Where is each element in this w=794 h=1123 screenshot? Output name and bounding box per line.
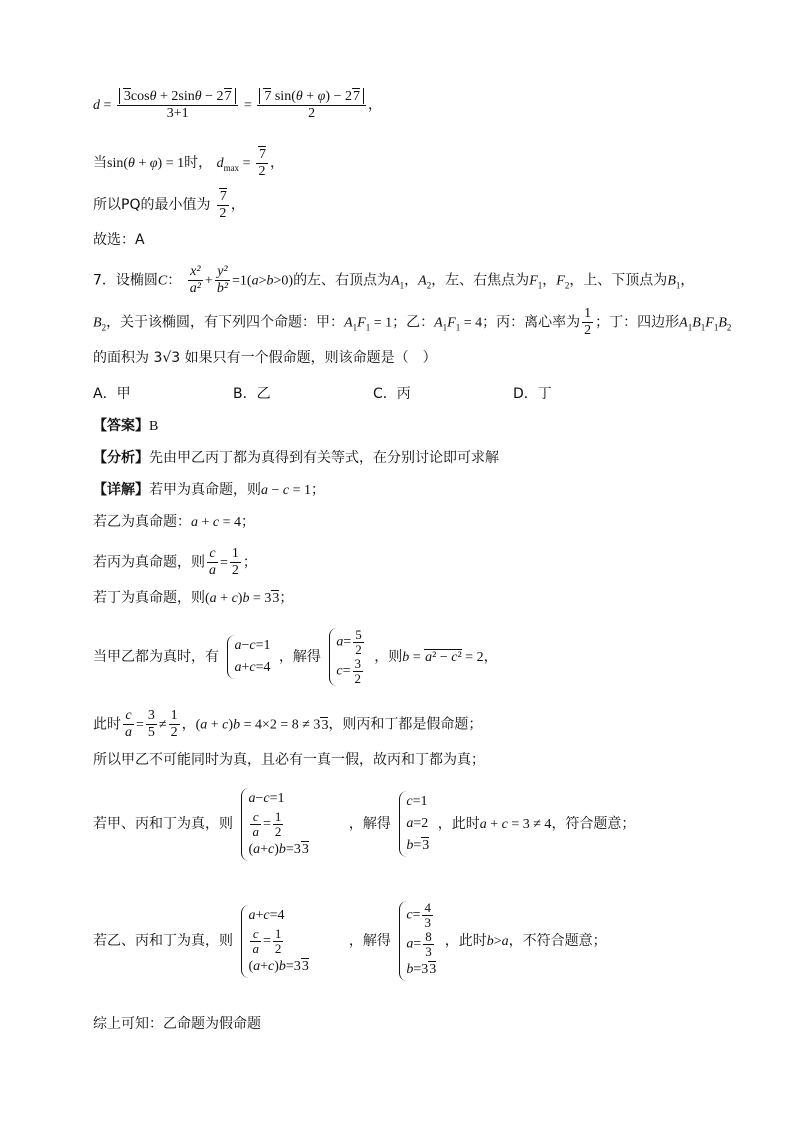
then-text: 此时: [93, 716, 121, 733]
case-1-line: 当甲乙都为真时，有 a−c=1 a+c=4 ，解得 a= $\frac{5}{2}$ c= $\frac{3}{2}$ ，则b = a² − c² = 2，: [93, 627, 498, 686]
case1-text-c: ，则: [374, 649, 403, 665]
answer-line: [93, 416, 158, 437]
case2-text-c: ，此时: [437, 816, 480, 832]
choose-line: 故选：A: [93, 232, 145, 248]
summary-line: 综上可知：乙命题为假命题: [93, 1016, 261, 1032]
analysis-text: 先由甲乙丙丁都为真得到有关等式，在分别讨论即可求解: [149, 450, 499, 466]
option-c[interactable]: C．丙: [373, 386, 411, 402]
case3-text-b: ，解得: [348, 933, 391, 949]
options-row: [93, 384, 653, 404]
conclusion-text: 所以PQ的最小值为: [93, 197, 211, 213]
case1-text-a: 当甲乙都为真时，有: [93, 649, 219, 665]
distance-formula: d = $\frac{3\cos\theta + 2\sin\theta - 27}{3+1}$ = $\frac{7 \sin(\theta + \varphi) - 27}{2}$ ，: [93, 89, 382, 121]
bing-text: 若丙为真命题，则: [93, 554, 205, 571]
case3-text-a: 若乙、丙和丁为真，则: [93, 933, 233, 949]
q7-text-h: ；丁：四边形: [595, 314, 680, 331]
question-7-line-1: 7．设椭圆C： $\frac{\text{x²}}{\text{a²}}$ + $\frac{\text{y²}}{\text{b²}}$ =1(a>b>0)的左、右顶点为$A_1$，$A_2$，左、右焦点为$F_1$，$F_2$，上、下顶点为$B_1$，: [93, 264, 695, 296]
q7-text-c: ，左、右焦点为: [431, 272, 530, 289]
max-condition-line: 当sin(θ + φ) = 1时， $d_{max}$ = $\frac{7}{2}$ ，: [93, 147, 284, 179]
ding-line: 若丁为真命题，则(a + c)b = 33；: [93, 590, 294, 606]
so-line: 所以甲乙不可能同时为真，且必有一真一假，故丙和丁都为真；: [93, 752, 485, 768]
case2-text-d: ，符合题意；: [551, 816, 636, 832]
question-7-line-3: 的面积为 3√3 如果只有一个假命题，则该命题是（ ）: [93, 350, 437, 366]
option-a[interactable]: A．甲: [93, 386, 131, 402]
ding-text: 若丁为真命题，则: [93, 590, 205, 606]
q7-text-e: ，关于该椭圆，有下列四个命题：甲：: [106, 314, 345, 331]
q7-text-g: ；丙：离心率为: [482, 314, 581, 331]
then-line: 此时 $\frac{c}{a}$ = $\frac{3}{5}$ ≠ $\frac{1}{2}$ ，(a + c)b = 4×2 = 8 ≠ 33，则丙和丁都是假命题；: [93, 708, 483, 740]
detail-line: 【详解】若甲为真命题，则a − c = 1；: [93, 482, 326, 498]
case-3-line: 若乙、丙和丁为真，则 a+c=4 $\frac{c}{a}$ = $\frac{1}{2}$ (a+c)b=33 ，解得 c= $\frac{4}{3}$ a= $\frac{8}{3}$ b=33 ，此时b>a，不符合题意；: [93, 896, 607, 987]
question-7-line-2: $B_2$，关于该椭圆，有下列四个命题：甲：$A_1F_1 = 1$；乙：$A_1F_1 = 4$；丙：离心率为 $\frac{1}{2}$ ；丁：四边形$A_1B_1F_1B_2$: [93, 306, 732, 338]
answer-value: B: [149, 419, 159, 434]
analysis-line: [93, 448, 499, 468]
case-2-line: 若甲、丙和丁为真，则 a−c=1 $\frac{c}{a}$ = $\frac{1}{2}$ (a+c)b=33 ，解得 c=1 a=2 b=3 ，此时a + c = 3 ≠ 4，符合题意；: [93, 784, 635, 865]
answer-tag: 【答案】: [93, 418, 149, 434]
case1-text-b: ，解得: [278, 649, 321, 665]
bing-line: 若丙为真命题，则 $\frac{c}{a}$ = $\frac{1}{2}$ ；: [93, 546, 257, 578]
q7-text-b: 的左、右顶点为: [293, 272, 392, 289]
case2-text-b: ，解得: [348, 816, 391, 832]
yi-text: 若乙为真命题：: [93, 514, 191, 530]
analysis-tag: 【分析】: [93, 450, 149, 466]
q7-text-f: ；乙：: [392, 314, 435, 331]
case3-text-d: ，不符合题意；: [508, 933, 607, 949]
q7-text-a: 7．设椭圆: [93, 272, 158, 289]
detail-tag: 【详解】: [93, 482, 149, 498]
case3-text-c: ，此时: [444, 933, 487, 949]
option-b[interactable]: B．乙: [233, 386, 271, 402]
detail-text: 若甲为真命题，则: [149, 482, 261, 498]
option-d[interactable]: D．丁: [513, 386, 552, 402]
then-text-b: ，则丙和丁都是假命题；: [328, 716, 483, 733]
yi-line: 若乙为真命题：a + c = 4；: [93, 514, 256, 530]
pq-min-line: 所以PQ的最小值为 $\frac{7}{2}$ ，: [93, 189, 245, 221]
case2-text-a: 若甲、丙和丁为真，则: [93, 816, 233, 832]
q7-text-d: ，上、下顶点为: [569, 272, 668, 289]
